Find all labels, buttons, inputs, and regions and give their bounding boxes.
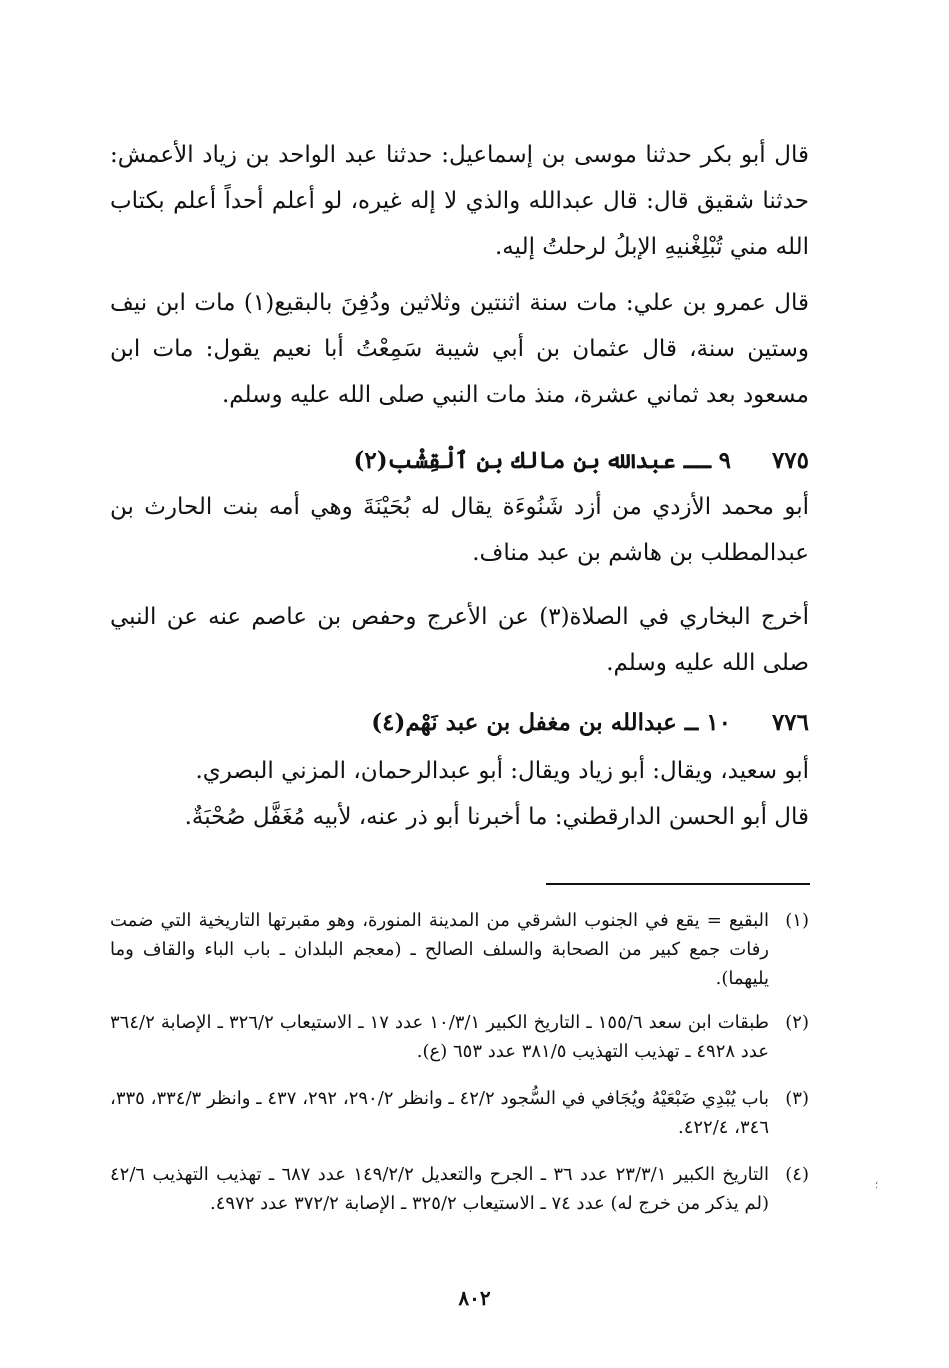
entry-number: ٧٧٥ bbox=[771, 447, 809, 474]
paragraph-abu-muhammad-azdi: أبو محمد الأزدي من أزد شَنُوءَة يقال له بُحَيْنَةَ وهي أمه بنت الحارث بن عبدالمطلب بن هاشم بن عبد مناف. bbox=[110, 494, 809, 566]
footnote-text: البقيع = يقع في الجنوب الشرقي من المدينة المنورة، وهو مقبرتها التاريخية التي ضمت رفات جمع كبير من الصحابة والسلف الصالح ـ (معجم البلدان ـ باب الباء والقاف وما يليهما). bbox=[110, 910, 769, 989]
footnote-number: (٣) bbox=[785, 1088, 809, 1109]
margin-mark: ؛ bbox=[875, 1180, 879, 1191]
paragraph-daraqutni: قال أبو الحسن الدارقطني: ما أخبرنا أبو ذر عنه، لأبيه مُغَفَّل صُحْبَةٌ. bbox=[184, 804, 809, 830]
footnote-number: (٤) bbox=[785, 1164, 809, 1185]
footnote-text: باب يُبْدِي ضَبْعَيْهُ ويُجَافي في السُّجود ٤٢/٢ ـ وانظر ٢٩٠/٢، ٢٩٢، ٤٣٧ ـ وانظر ٣٣٤/٣، ٣٣٥، ٣٤٦، ٤٢٢/٤. bbox=[110, 1088, 770, 1138]
page-number: ٨٠٢ bbox=[458, 1286, 491, 1310]
entry-heading-775 bbox=[110, 438, 809, 484]
footnote-4 bbox=[110, 1160, 809, 1218]
entry-number: ٧٧٦ bbox=[771, 709, 809, 736]
paragraph-bukhari-salat: أخرج البخاري في الصلاة(٣) عن الأعرج وحفص بن عاصم عنه عن النبي صلى الله عليه وسلم. bbox=[110, 604, 809, 676]
footnote-text: طبقات ابن سعد ١٥٥/٦ ـ التاريخ الكبير ١٠/٣/١ عدد ١٧ ـ الاستيعاب ٣٢٦/٢ ـ الإصابة ٣٦٤/٢ عدد ٤٩٢٨ ـ تهذيب التهذيب ٣٨١/٥ عدد ٦٥٣ (ع). bbox=[110, 1012, 770, 1062]
footnote-separator-rule bbox=[546, 883, 810, 885]
paragraph-death-ibn-masud: قال عمرو بن علي: مات سنة اثنتين وثلاثين ودُفِنَ بالبقيع(١) مات ابن نيف وستين سنة، قال عثمان بن أبي شيبة سَمِعْتُ أبا نعيم يقول: مات ابن مسعود بعد ثماني عشرة، منذ مات النبي صلى الله عليه وسلم. bbox=[110, 290, 809, 408]
footnote-number: (٢) bbox=[785, 1012, 809, 1033]
paragraph-isnad-abu-bakr: قال أبو بكر حدثنا موسى بن إسماعيل: حدثنا عبد الواحد بن زياد الأعمش: حدثنا شقيق قال: قال عبدالله والذي لا إله غيره، لو أعلم أحداً أعلم بكتاب الله مني تُبْلِغْنيهِ الإبلُ لرحلتُ إليه. bbox=[110, 142, 809, 260]
footnote-text: التاريخ الكبير ٢٣/٣/١ عدد ٣٦ ـ الجرح والتعديل ١٤٩/٢/٢ عدد ٦٨٧ ـ تهذيب التهذيب ٤٢/٦ (لم يذكر من خرج له) عدد ٧٤ ـ الاستيعاب ٣٢٥/٢ ـ الإصابة ٣٧٢/٢ عدد ٤٩٧٢. bbox=[110, 1164, 769, 1214]
entry-heading-776 bbox=[110, 700, 809, 746]
entry-title: ٩ ــ عبدالله بن مالك بن ٱلْقِشْب(٢) bbox=[353, 447, 731, 474]
footnote-2 bbox=[110, 1008, 809, 1066]
entry-title: ١٠ ــ عبدالله بن مغفل بن عبد نَهْم(٤) bbox=[371, 709, 731, 736]
footnote-1 bbox=[110, 906, 809, 993]
paragraph-abu-said: أبو سعيد، ويقال: أبو زياد ويقال: أبو عبدالرحمان، المزني البصري. bbox=[195, 758, 809, 784]
footnote-number: (١) bbox=[785, 910, 809, 931]
footnote-3 bbox=[110, 1084, 809, 1142]
